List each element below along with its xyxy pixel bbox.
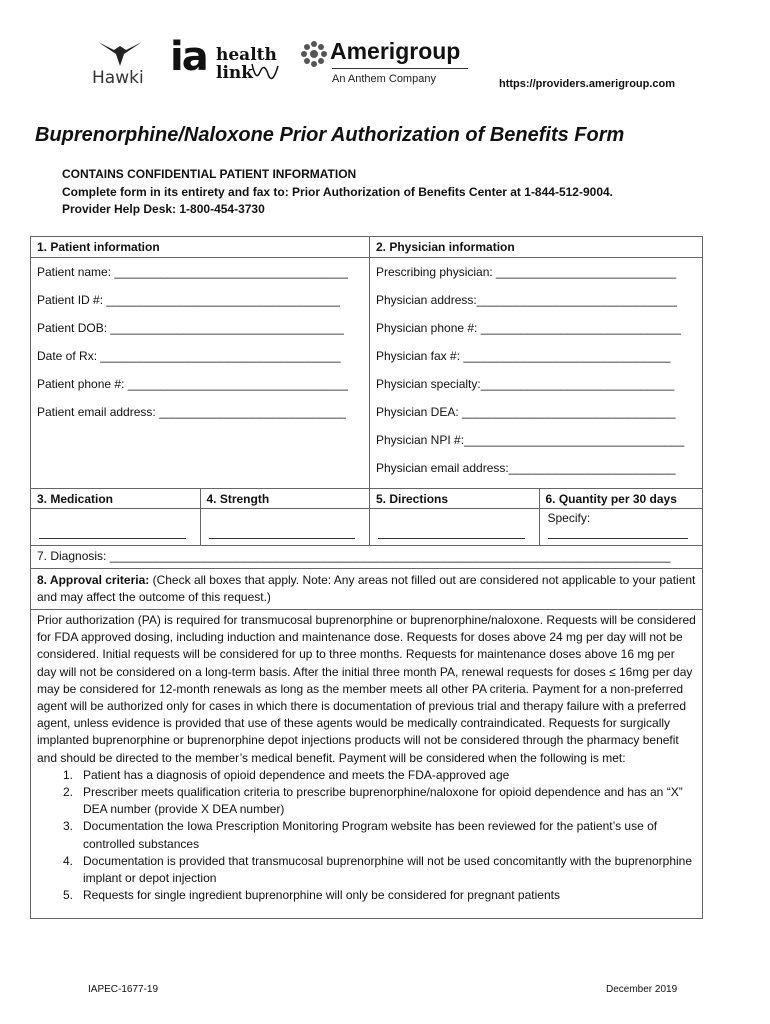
criteria-text: Documentation is provided that transmucosal buprenorphine will not be used concomitantly with the buprenorphine implant or depot injection [83, 853, 693, 886]
criteria-item [37, 784, 696, 818]
strength-input[interactable] [201, 509, 370, 545]
amerigroup-rule [332, 68, 468, 69]
ia-logo-mark: ia [170, 34, 207, 80]
confidential-notice: CONTAINS CONFIDENTIAL PATIENT INFORMATION [62, 167, 357, 181]
pa-body-paragraph: Prior authorization (PA) is required for transmucosal buprenorphine or buprenorphine/naloxone. Requests will be considered for FDA approved dosing, including induction and maintenance dose. Requests for doses above 24 mg per day will not be considered. Initial requests will be considered for up to three months. Requests for maintenance doses above 16 mg per day will not be considered on a long-term basis. After the initial three month PA, renewal requests for doses ≤ 16mg per day may be considered for 12-month renewals as long as the member meets all other PA criteria. Payment for a non-preferred agent will be authorized only for cases in which there is documentation of previous trial and therapy failure with a preferred agent, unless evidence is provided that use of these agents would be medically contraindicated. Requests for surgically implanted buprenorphine or buprenorphine depot injections products will not be considered through the pharmacy benefit and should be directed to the member’s medical benefit. Payment will be considered when the following is met: [37, 613, 696, 765]
directions-col [370, 489, 540, 545]
physician-phone-field[interactable]: Physician phone #: ______________________________ [375, 321, 681, 335]
physician-fields [370, 258, 702, 488]
pa-body [31, 610, 702, 918]
quantity-specify-label: Specify: [547, 511, 591, 525]
form-title: Buprenorphine/Naloxone Prior Authorization of Benefits Form [35, 124, 625, 146]
amerigroup-logo [300, 40, 470, 92]
patient-fields [31, 258, 370, 488]
approval-note: (Check all boxes that apply. Note: Any areas not filled out are considered not applicable to your patient and may affect the outcome of this request.) [37, 573, 696, 604]
criteria-number: 3. [62, 819, 73, 834]
help-desk: Provider Help Desk: 1-800-454-3730 [62, 202, 265, 216]
patient-id-field[interactable]: Patient ID #: ___________________________________ [37, 293, 340, 307]
physician-email-field[interactable]: Physician email address:_________________________ [375, 461, 676, 475]
criteria-text: Requests for single ingredient buprenorphine will only be considered for pregnant patients [83, 888, 560, 903]
quantity-input[interactable] [540, 509, 703, 545]
form-code: IAPEC-1677-19 [88, 984, 159, 995]
amerigroup-name: Amerigroup [330, 38, 461, 64]
physician-npi-field[interactable]: Physician NPI #:_________________________________ [375, 433, 685, 447]
patient-name-field[interactable]: Patient name: ___________________________________ [37, 265, 348, 279]
physician-address-field[interactable]: Physician address:______________________________ [375, 293, 677, 307]
approval-label: 8. Approval criteria: [37, 573, 150, 587]
date-of-rx-field[interactable]: Date of Rx: ____________________________________ [37, 349, 341, 363]
quantity-col [540, 489, 703, 545]
quantity-heading: 6. Quantity per 30 days [540, 489, 703, 509]
patient-email-field[interactable]: Patient email address: ____________________________ [37, 405, 346, 419]
info-fields-row [31, 258, 702, 489]
fax-instructions: Complete form in its entirety and fax to: Prior Authorization of Benefits Center at 1-844-512-9004. [62, 184, 613, 199]
physician-info-heading: 2. Physician information [375, 240, 515, 254]
quantity-line [548, 538, 689, 539]
body-row [31, 610, 702, 918]
strength-col [201, 489, 371, 545]
medication-row [31, 489, 702, 546]
criteria-number: 4. [62, 853, 73, 868]
physician-dea-field[interactable]: Physician DEA: ________________________________ [375, 405, 676, 419]
strength-line [209, 538, 356, 539]
criteria-text: Prescriber meets qualification criteria to prescribe buprenorphine/naloxone for opioid dependence and has an “X” DEA number (provide X DEA number) [83, 785, 683, 817]
criteria-number: 1. [62, 767, 73, 782]
diagnosis-row [31, 546, 702, 569]
criteria-text: Documentation the Iowa Prescription Monitoring Program website has been reviewed for the patient’s use of controlled substances [83, 819, 658, 851]
patient-dob-field[interactable]: Patient DOB: ___________________________________ [37, 321, 344, 335]
medication-heading: 3. Medication [31, 489, 200, 509]
medication-line [39, 538, 186, 539]
ia-health-link-logo [170, 34, 280, 92]
form-date: December 2019 [606, 984, 678, 995]
criteria-item [37, 767, 696, 784]
criteria-number: 5. [62, 888, 73, 903]
directions-heading: 5. Directions [370, 489, 539, 509]
directions-input[interactable] [370, 509, 539, 545]
strength-heading: 4. Strength [201, 489, 370, 509]
ia-logo-squiggle-icon [250, 62, 280, 84]
intro-block [62, 166, 613, 219]
diagnosis-field[interactable]: 7. Diagnosis: ____________________________________________________________________________________ [37, 549, 671, 563]
criteria-number: 2. [62, 785, 73, 800]
ia-logo-health: health [216, 45, 277, 65]
header [92, 34, 692, 95]
approval-row [31, 569, 702, 610]
criteria-list [37, 767, 696, 905]
medication-input[interactable] [31, 509, 200, 545]
criteria-text: Patient has a diagnosis of opioid dependence and meets the FDA-approved age [83, 767, 510, 782]
medication-col [31, 489, 201, 545]
approval-criteria [31, 569, 702, 609]
amerigroup-burst-icon [300, 40, 328, 68]
prescribing-physician-field[interactable]: Prescribing physician: ___________________________ [375, 265, 677, 279]
criteria-item [37, 818, 696, 852]
physician-fax-field[interactable]: Physician fax #: _______________________________ [375, 349, 671, 363]
amerigroup-tagline: An Anthem Company [332, 73, 436, 85]
hawki-logo [92, 40, 152, 90]
providers-url[interactable]: https://providers.amerigroup.com [499, 78, 676, 90]
hawk-icon [96, 40, 144, 68]
criteria-item [37, 853, 696, 887]
patient-phone-field[interactable]: Patient phone #: _________________________________ [37, 377, 348, 391]
criteria-item [37, 887, 696, 904]
form-grid [30, 236, 703, 919]
hawki-logo-text: Hawki [92, 68, 144, 88]
physician-specialty-field[interactable]: Physician specialty:_____________________________ [375, 377, 675, 391]
info-heading-row [31, 237, 702, 258]
patient-info-heading: 1. Patient information [31, 237, 370, 257]
ia-logo-link: link [216, 63, 254, 83]
directions-line [378, 538, 525, 539]
